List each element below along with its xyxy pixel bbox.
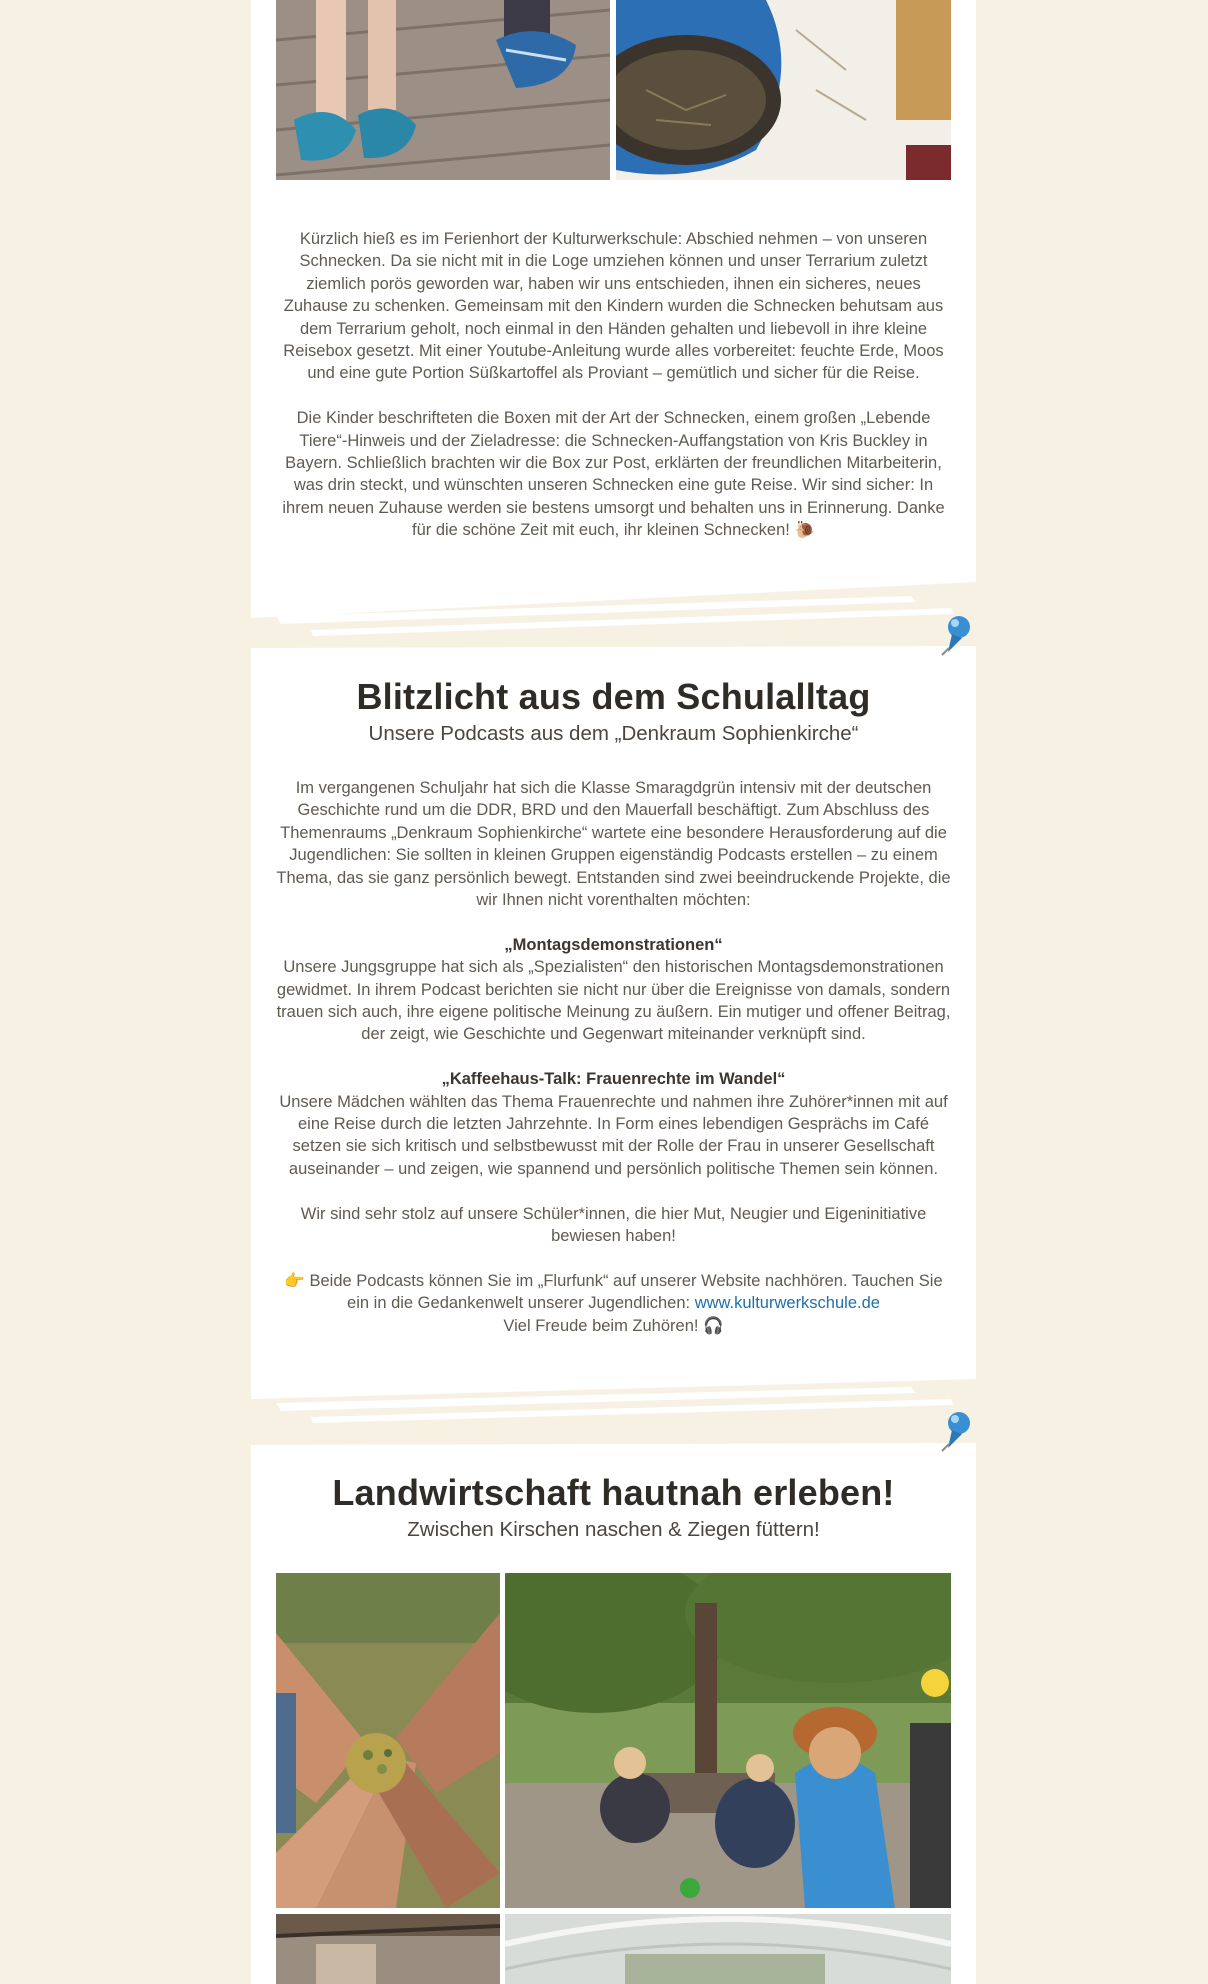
photo-kids-cherry-tree (505, 1573, 951, 1908)
section-subtitle-podcasts: Unsere Podcasts aus dem „Denkraum Sophienkirche“ (368, 722, 859, 745)
podcast-2-title: „Kaffeehaus-Talk: Frauenrechte im Wandel“ (441, 1070, 786, 1089)
pushpin-icon (940, 614, 974, 656)
photo-snail-bucket (616, 0, 951, 180)
photo-feet-deck (276, 0, 610, 180)
podcasts-cta (272, 1270, 955, 1315)
snail-story-text (272, 228, 955, 542)
podcasts-cta-text: 👉 Beide Podcasts können Sie im „Flurfunk“ auf unserer Website nachhören. Tauchen Sie ein in die Gedankenwelt unserer Jugendlichen: (284, 1271, 943, 1313)
photo-farm-3 (276, 1914, 500, 1984)
torn-paper-divider (251, 580, 976, 650)
podcast-1-title: „Montagsdemonstrationen“ (504, 935, 723, 954)
photo-hands-cherries (276, 1573, 500, 1908)
podcast-1-text: Unsere Jungsgruppe hat sich als „Spezialisten“ den historischen Montagsdemonstrationen gewidmet. In ihrem Podcast berichten sie nicht nur über die Ereignisse von damals, sondern trauen sich auch, ihre eigene politische Meinung zu äußern. Ein mutiger und offener Beitrag, der zeigt, wie Geschichte und Gegenwart miteinander verknüpft sind. (276, 958, 951, 1044)
podcasts-intro: Im vergangenen Schuljahr hat sich die Klasse Smaragdgrün intensiv mit der deutschen Geschichte rund um die DDR, BRD und den Mauerfall beschäftigt. Zum Abschluss des Themenraums „Denkraum Sophienkirche“ wartete eine besondere Herausforderung auf die Jugendlichen: Sie sollten in kleinen Gruppen eigenständig Podcasts erstellen – zu einem Thema, das sie ganz persönlich bewegt. Entstanden sind zwei beeindruckende Projekte, die wir Ihnen nicht vorenthalten möchten: (276, 779, 951, 910)
torn-paper-divider (251, 1377, 976, 1447)
podcasts-text (272, 777, 955, 1337)
section-title-farm: Landwirtschaft hautnah erleben! (332, 1472, 895, 1513)
podcasts-proud: Wir sind sehr stolz auf unsere Schüler*innen, die hier Mut, Neugier und Eigeninitiative bewiesen haben! (300, 1204, 927, 1246)
snail-paragraph-1: Kürzlich hieß es im Ferienhort der Kulturwerkschule: Abschied nehmen – von unseren Schnecken. Da sie nicht mit in die Loge umziehen können und unser Terrarium zuletzt ziemlich porös geworden war, haben wir uns entschieden, ihnen ein sicheres, neues Zuhause zu schenken. Gemeinsam mit den Kindern wurden die Schnecken behutsam aus dem Terrarium geholt, noch einmal in den Händen gehalten und liebevoll in ihre kleine Reisebox gesetzt. Mit einer Youtube-Anleitung wurde alles vorbereitet: feuchte Erde, Moos und eine gute Portion Süßkartoffel als Proviant – gemütlich und sicher für die Reise. (283, 230, 944, 383)
podcasts-closing: Viel Freude beim Zuhören! 🎧 (503, 1316, 724, 1335)
section-title-podcasts: Blitzlicht aus dem Schulalltag (356, 676, 871, 717)
website-link[interactable]: www.kulturwerkschule.de (694, 1294, 880, 1313)
pushpin-icon (940, 1410, 974, 1452)
photo-farm-4 (505, 1914, 951, 1984)
podcast-2-text: Unsere Mädchen wählten das Thema Frauenrechte und nahmen ihre Zuhörer*innen mit auf eine Reise durch die letzten Jahrzehnte. In Form eines lebendigen Gesprächs im Café setzen sie sich kritisch und selbstbewusst mit der Rolle der Frau in unserer Gesellschaft auseinander – und zeigen, wie spannend und persönlich politische Themen sein können. (279, 1092, 948, 1178)
section-subtitle-farm: Zwischen Kirschen naschen & Ziegen füttern! (407, 1518, 820, 1541)
snail-paragraph-2: Die Kinder beschrifteten die Boxen mit der Art der Schnecken, einem großen „Lebende Tiere“-Hinweis und der Zieladresse: die Schnecken-Auffangstation von Kris Buckley in Bayern. Schließlich brachten wir die Box zur Post, erklärten der freundlichen Mitarbeiterin, was drin steckt, und wünschten unseren Schnecken eine gute Reise. Wir sind sicher: In ihrem neuen Zuhause werden sie bestens umsorgt und behalten uns in Erinnerung. Danke für die schöne Zeit mit euch, ihr kleinen Schnecken! 🐌 (282, 409, 945, 540)
